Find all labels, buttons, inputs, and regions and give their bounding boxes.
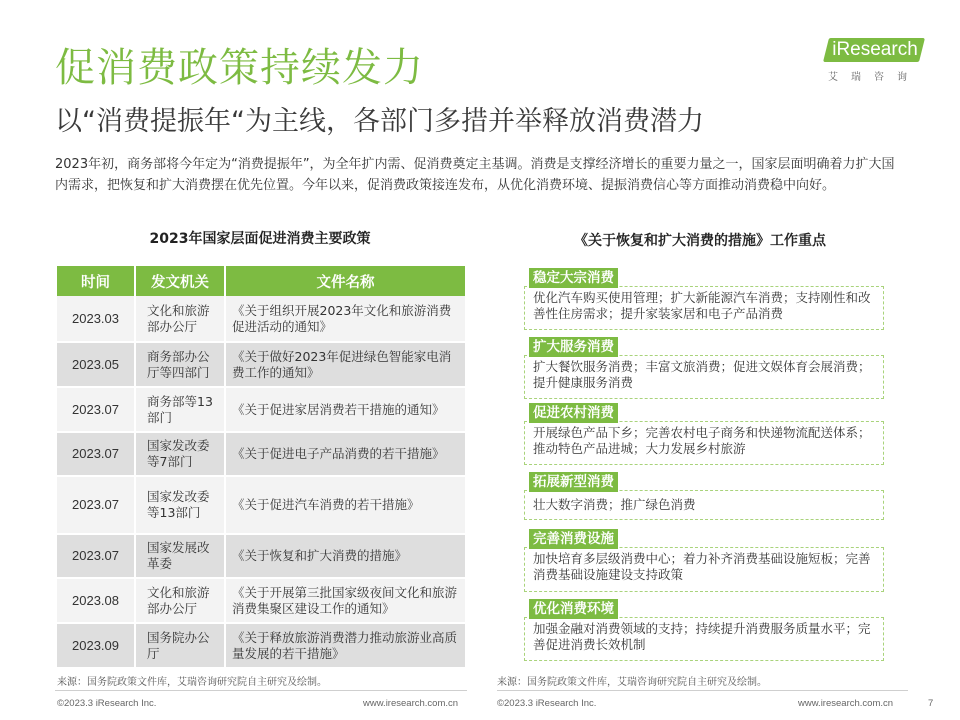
cell-issuer: 国家发改委等7部门 [135, 432, 225, 476]
iresearch-logo [826, 38, 936, 86]
cell-issuer: 国家发改委等13部门 [135, 476, 225, 534]
cell-title: 《关于促进家居消费若干措施的通知》 [225, 387, 465, 432]
table-row [57, 387, 465, 432]
table-row [57, 296, 465, 342]
focus-item-label: 拓展新型消费 [529, 472, 618, 492]
cell-issuer: 商务部等13部门 [135, 387, 225, 432]
focus-item-label: 稳定大宗消费 [529, 268, 618, 288]
focus-item-label: 完善消费设施 [529, 529, 618, 549]
cell-issuer: 文化和旅游部办公厅 [135, 578, 225, 623]
table-row [57, 432, 465, 476]
header-date: 时间 [57, 266, 135, 296]
table-row [57, 534, 465, 578]
page-title: 促消费政策持续发力 [55, 45, 424, 91]
cell-date: 2023.03 [57, 296, 135, 342]
table-row [57, 342, 465, 387]
page-subtitle: 以“消费提振年“为主线，各部门多措并举释放消费潜力 [55, 106, 704, 137]
cell-date: 2023.07 [57, 387, 135, 432]
focus-item-label: 优化消费环境 [529, 599, 618, 619]
focus-item-label: 促进农村消费 [529, 403, 618, 423]
cell-issuer: 国务院办公厅 [135, 623, 225, 668]
footer-divider-left [55, 690, 467, 691]
cell-title: 《关于开展第三批国家级夜间文化和旅游消费集聚区建设工作的通知》 [225, 578, 465, 623]
page-number: 7 [928, 698, 934, 709]
logo-text: iResearch [832, 39, 918, 60]
focus-item-text: 优化汽车购买使用管理；扩大新能源汽车消费；支持刚性和改善性住房需求；提升家装家居和电子产品消费 [524, 286, 884, 330]
cell-issuer: 文化和旅游部办公厅 [135, 296, 225, 342]
policy-table [57, 266, 465, 669]
focus-item-text: 加快培育多层级消费中心；着力补齐消费基础设施短板；完善消费基础设施建设支持政策 [524, 547, 884, 592]
work-focus-source: 来源：国务院政策文件库，艾瑞咨询研究院自主研究及绘制。 [497, 677, 767, 688]
cell-title: 《关于组织开展2023年文化和旅游消费促进活动的通知》 [225, 296, 465, 342]
cell-date: 2023.05 [57, 342, 135, 387]
work-focus-caption: 《关于恢复和扩大消费的措施》工作重点 [574, 233, 826, 249]
cell-issuer: 国家发展改革委 [135, 534, 225, 578]
cell-date: 2023.07 [57, 432, 135, 476]
table-header-row [57, 266, 465, 296]
footer-copyright-right: ©2023.3 iResearch Inc. [497, 698, 597, 709]
footer-website-right: www.iresearch.com.cn [798, 698, 894, 709]
header-title: 文件名称 [225, 266, 465, 296]
cell-title: 《关于促进汽车消费的若干措施》 [225, 476, 465, 534]
cell-title: 《关于恢复和扩大消费的措施》 [225, 534, 465, 578]
logo-subtext: 艾瑞咨询 [828, 72, 920, 83]
intro-paragraph: 2023年初，商务部将今年定为“消费提振年”，为全年扩内需、促消费奠定主基调。消费是支撑经济增长的重要力量之一，国家层面明确着力扩大国内需求，把恢复和扩大消费摆在优先位置。今年以来，促消费政策接连发布，从优化消费环境、提振消费信心等方面推动消费稳中向好。 [55, 157, 895, 193]
focus-item-label: 扩大服务消费 [529, 337, 618, 357]
focus-item-text: 扩大餐饮服务消费；丰富文旅消费；促进文娱体育会展消费；提升健康服务消费 [524, 355, 884, 399]
cell-date: 2023.09 [57, 623, 135, 668]
focus-item-text: 加强金融对消费领域的支持；持续提升消费服务质量水平；完善促进消费长效机制 [524, 617, 884, 661]
footer-website-left: www.iresearch.com.cn [363, 698, 459, 709]
footer-copyright-left: ©2023.3 iResearch Inc. [57, 698, 157, 709]
footer-divider-right [497, 690, 908, 691]
table-row [57, 578, 465, 623]
header-issuer: 发文机关 [135, 266, 225, 296]
cell-issuer: 商务部办公厅等四部门 [135, 342, 225, 387]
cell-date: 2023.08 [57, 578, 135, 623]
focus-item-text: 开展绿色产品下乡；完善农村电子商务和快递物流配送体系；推动特色产品进城；大力发展乡村旅游 [524, 421, 884, 465]
focus-item-text: 壮大数字消费；推广绿色消费 [524, 490, 884, 520]
table-row [57, 623, 465, 668]
cell-title: 《关于做好2023年促进绿色智能家电消费工作的通知》 [225, 342, 465, 387]
cell-title: 《关于促进电子产品消费的若干措施》 [225, 432, 465, 476]
policy-table-caption: 2023年国家层面促进消费主要政策 [149, 231, 371, 247]
table-row [57, 476, 465, 534]
policy-table-source: 来源：国务院政策文件库，艾瑞咨询研究院自主研究及绘制。 [57, 677, 327, 688]
cell-date: 2023.07 [57, 534, 135, 578]
cell-date: 2023.07 [57, 476, 135, 534]
cell-title: 《关于释放旅游消费潜力推动旅游业高质量发展的若干措施》 [225, 623, 465, 668]
